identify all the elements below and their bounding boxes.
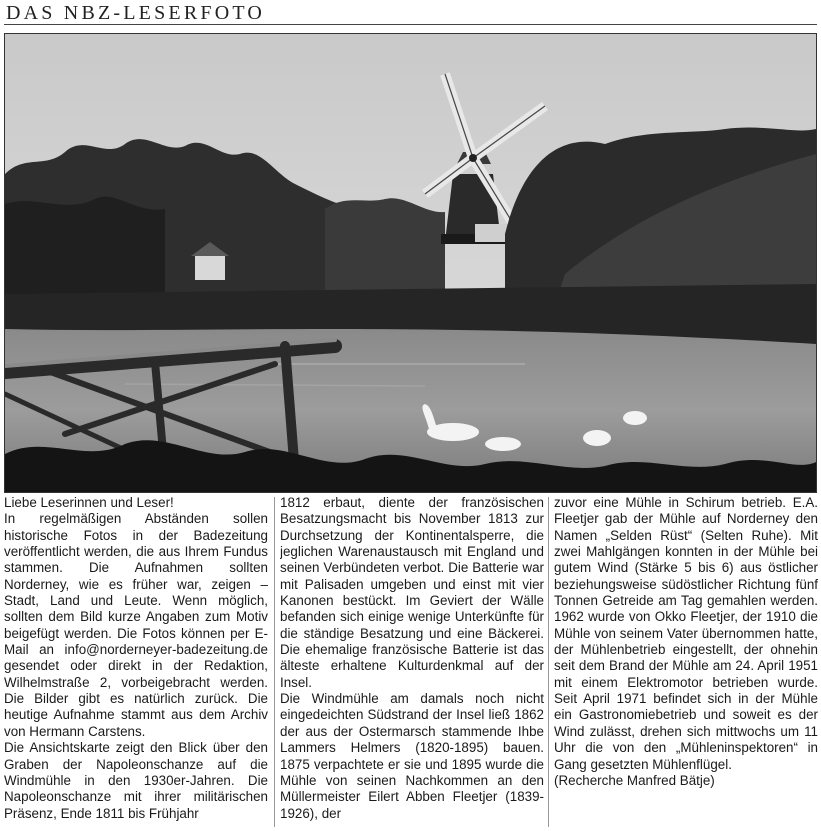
paragraph: Die Ansichtskarte zeigt den Blick über den Graben der Napoleonschanze auf die Windmühle in den 1930er-Jahren. Die Napoleonschanze mit ihrer militärischen Präsenz, Ende 1811 bis Frühjahr xyxy=(4,740,268,821)
paragraph: Die Windmühle am damals noch nicht eingedeichten Südstrand der Insel ließ 1862 der aus der Ostermarsch stammende Ihbe Lammers Helmers (1820-1895) bauen. 1875 verpachtete er sie und 1895 wurde die Mühle von seinen Nachkommen an den Müllermeister Eilert Abben Fleetjer (1839-1926), der xyxy=(280,691,544,821)
header-rule xyxy=(4,24,817,25)
article-column-3 xyxy=(554,495,818,829)
paragraph: zuvor eine Mühle in Schirum betrieb. E.A. Fleetjer gab der Mühle auf Norderney den Namen „Selden Rüst“ (Selten Ruhe). Mit zwei Mahlgängen konnten in der Mühle bei gutem Wind (Stärke 5 bis 6) aus östlicher beziehungsweise südöstlicher Richtung fünf Tonnen Getreide am Tag gemahlen werden. 1962 wurde von Okko Fleetjer, der 1910 die Mühle von seinem Vater übernommen hatte, der Mühlenbetrieb eingestellt, der ohnehin seit dem Brand der Mühle am 24. April 1951 mit einem Elektromotor betrieben wurde. Seit April 1971 befindet sich in der Mühle ein Gastronomiebetrieb und soweit es der Wind zulässt, drehen sich mittwochs um 11 Uhr die von den „Mühleninspektoren“ in Gang gesetzten Mühlenflügel. xyxy=(554,495,818,772)
greeting: Liebe Leserinnen und Leser! xyxy=(4,495,174,510)
paragraph: In regelmäßigen Abständen sollen historische Fotos in der Badezeitung veröffentlicht werden, die aus Ihrem Fundus stammen. Die Aufnahmen sollten Norderney, wie es früher war, zeigen – Stadt, Land und Leute. Wenn möglich, sollten dem Bild kurze Angaben zum Motiv beigefügt werden. Die Fotos können per E-Mail an info@norderneyer-badezeitung.de gesendet oder direkt in der Redaktion, Wilhelmstraße 2, vorbeigebracht werden. Die Bilder gibt es natürlich zurück. Die heutige Aufnahme stammt aus dem Archiv von Hermann Carstens. xyxy=(4,511,268,739)
windmill-photo-illustration xyxy=(5,34,816,492)
column-divider xyxy=(274,497,275,827)
paragraph: 1812 erbaut, diente der französischen Besatzungsmacht bis November 1813 zur Durchsetzung der Kontinentalsperre, die jeglichen Warenaustausch mit England und seinen Verbündeten verbot. Die Batterie war mit Palisaden umgeben und einst mit vier Kanonen bestückt. Im Geviert der Wälle befanden sich einige wenige Unterkünfte für die ständige Besatzung und eine Bäckerei. Die ehemalige französische Batterie ist das älteste erhaltene Kulturdenkmal auf der Insel. xyxy=(280,495,544,690)
column-divider xyxy=(548,497,549,827)
section-title: DAS NBZ-LESERFOTO xyxy=(6,2,266,24)
byline: (Recherche Manfred Bätje) xyxy=(554,772,715,788)
small-house xyxy=(195,254,225,280)
article-column-2 xyxy=(280,495,544,829)
article-body xyxy=(4,495,817,831)
historic-photo xyxy=(4,33,817,493)
page-header xyxy=(4,0,817,30)
article-column-1 xyxy=(4,495,268,829)
